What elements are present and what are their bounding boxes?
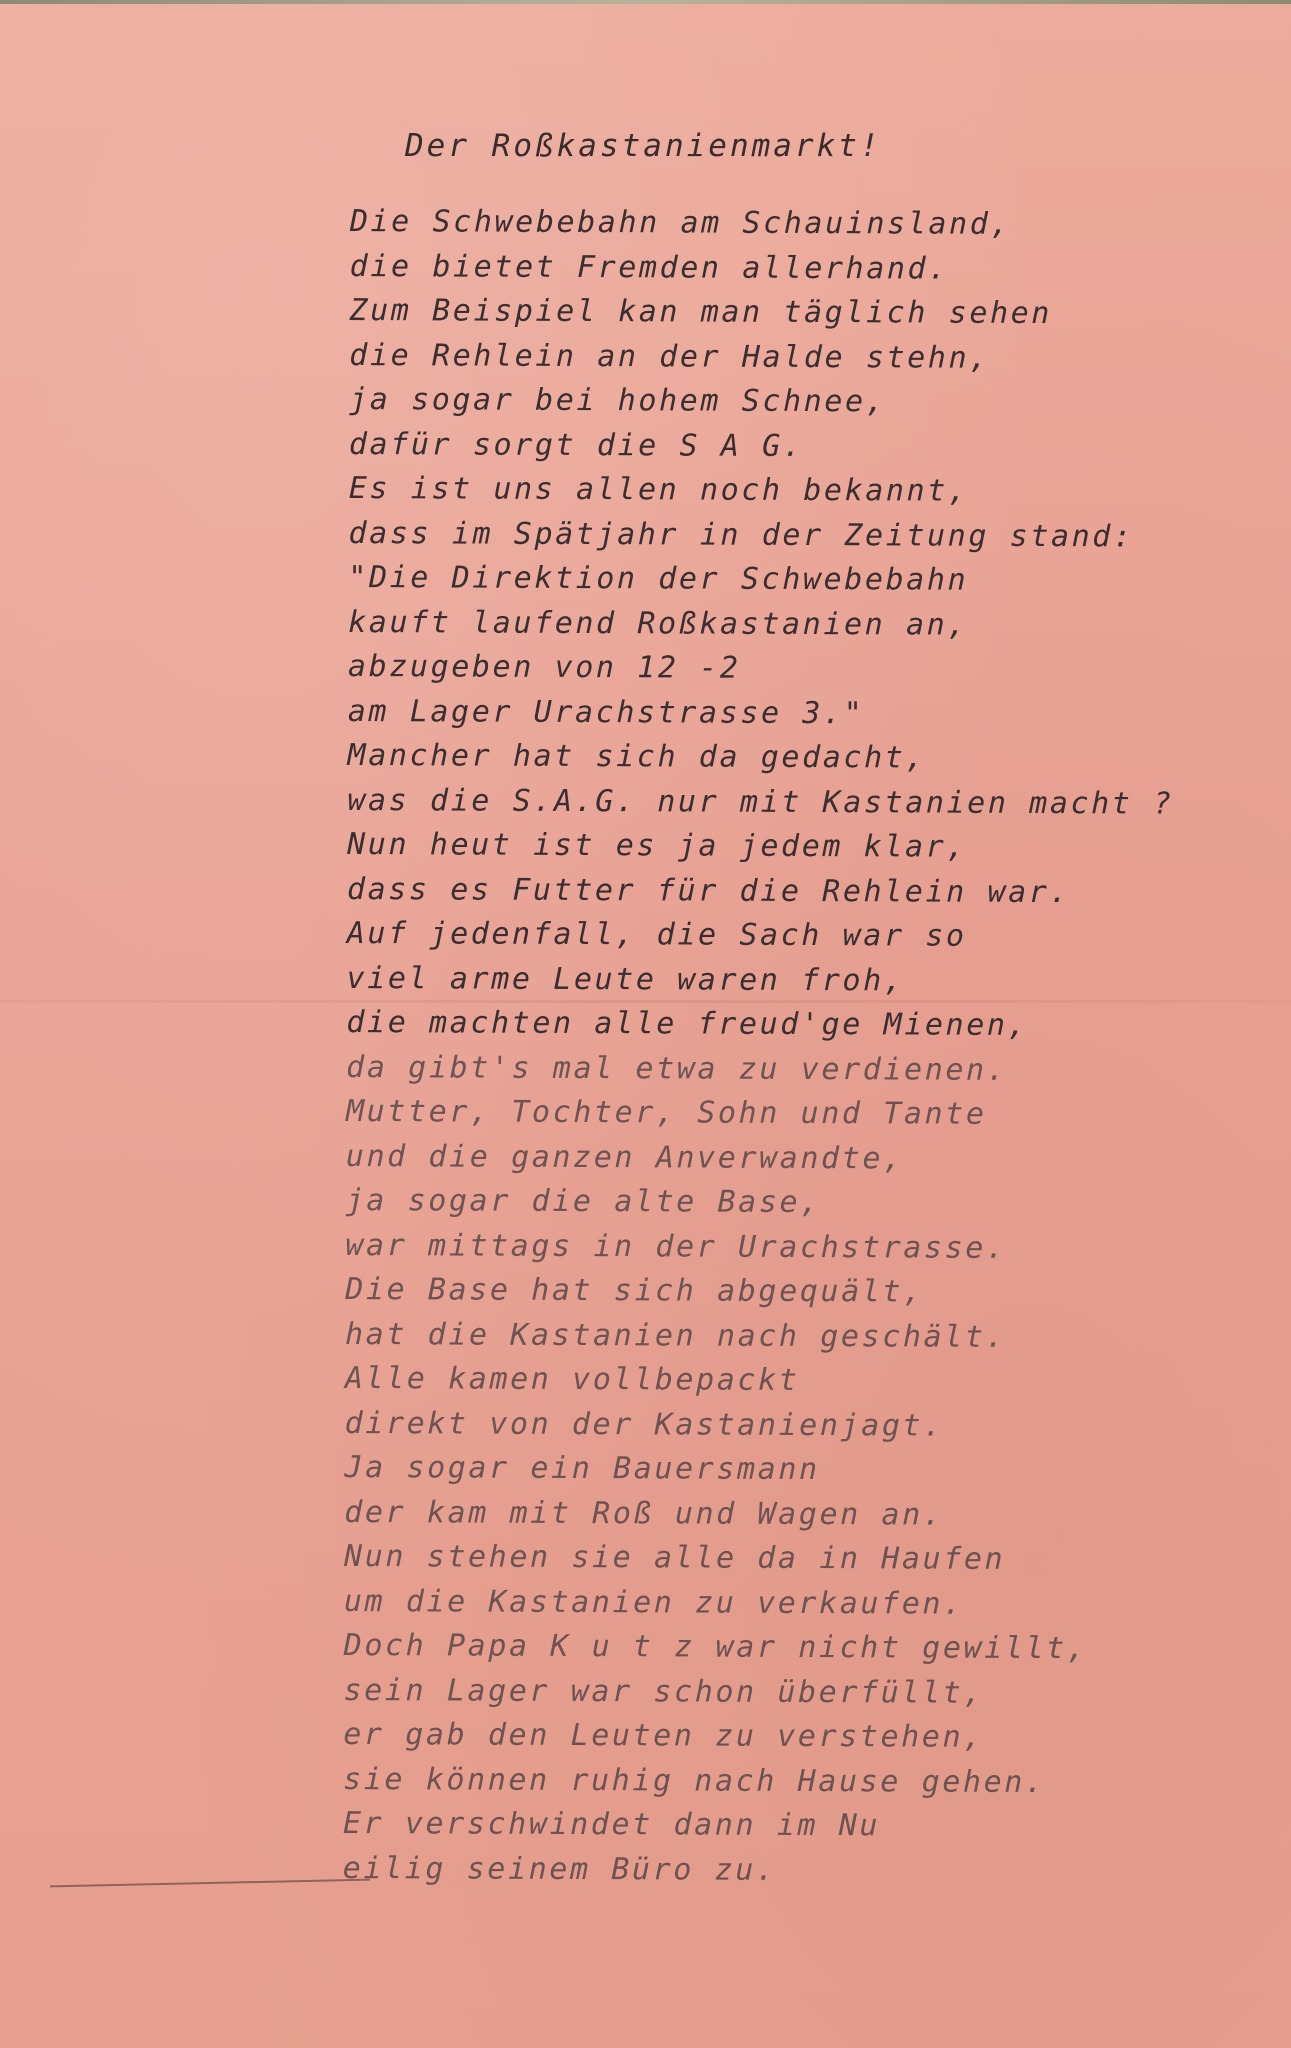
poem-line: dass im Spätjahr in der Zeitung stand: bbox=[348, 515, 1134, 554]
poem-line: dass es Futter für die Rehlein war. bbox=[346, 871, 1071, 910]
poem-title: Der Roßkastanienmarkt! bbox=[405, 128, 882, 164]
poem-line: was die S.A.G. nur mit Kastanien macht ? bbox=[347, 782, 1174, 822]
poem-body bbox=[343, 200, 1177, 1895]
poem-line: dafür sorgt die S A G. bbox=[348, 426, 804, 464]
poem-line: hat die Kastanien nach geschält. bbox=[344, 1316, 1007, 1355]
poem-line: Nun stehen sie alle da in Haufen bbox=[344, 1538, 1006, 1577]
poem-line: ja sogar die alte Base, bbox=[345, 1182, 821, 1221]
poem-line: der kam mit Roß und Wagen an. bbox=[344, 1494, 944, 1533]
poem-line: Alle kamen vollbepackt bbox=[344, 1360, 800, 1398]
poem-line: abzugeben von 12 -2 bbox=[347, 648, 741, 686]
poem-line: Zum Beispiel kan man täglich sehen bbox=[349, 292, 1053, 332]
poem-line: er gab den Leuten zu verstehen, bbox=[343, 1716, 984, 1755]
poem-line: ja sogar bei hohem Schnee, bbox=[349, 381, 887, 420]
poem-line: Mutter, Tochter, Sohn und Tante bbox=[345, 1093, 987, 1132]
poem-line: Doch Papa K u t z war nicht gewillt, bbox=[343, 1627, 1088, 1667]
poem-line: die bietet Fremden allerhand. bbox=[349, 248, 949, 287]
page-top-edge bbox=[0, 0, 1291, 4]
poem-line: Die Schwebebahn am Schauinsland, bbox=[349, 203, 1012, 242]
poem-line: kauft laufend Roßkastanien an, bbox=[348, 604, 969, 643]
poem-line: sein Lager war schon überfüllt, bbox=[343, 1672, 985, 1711]
poem-line: eilig seinem Büro zu. bbox=[342, 1850, 777, 1888]
poem-line: um die Kastanien zu verkaufen. bbox=[343, 1583, 964, 1622]
poem-line: Die Base hat sich abgequält, bbox=[345, 1271, 924, 1310]
poem-line: Nun heut ist es ja jedem klar, bbox=[347, 826, 968, 865]
poem-line: Auf jedenfall, die Sach war so bbox=[346, 915, 967, 954]
pen-stroke-mark bbox=[50, 1879, 370, 1888]
poem-line: da gibt's mal etwa zu verdienen. bbox=[346, 1049, 1008, 1088]
poem-line: sie können ruhig nach Hause gehen. bbox=[343, 1761, 1046, 1800]
poem-line: und die ganzen Anverwandte, bbox=[345, 1138, 904, 1176]
poem-line: die machten alle freud'ge Mienen, bbox=[346, 1004, 1029, 1043]
poem-line: Er verschwindet dann im Nu bbox=[342, 1805, 881, 1844]
poem-line: "Die Direktion der Schwebebahn bbox=[348, 559, 969, 598]
poem-line: Ja sogar ein Bauersmann bbox=[344, 1449, 820, 1488]
poem-line: Mancher hat sich da gedacht, bbox=[347, 737, 927, 776]
poem-line: Es ist uns allen noch bekannt, bbox=[348, 470, 969, 509]
poem-line: die Rehlein an der Halde stehn, bbox=[349, 337, 990, 376]
poem-line: war mittags in der Urachstrasse. bbox=[345, 1227, 1007, 1266]
poem-line: direkt von der Kastanienjagt. bbox=[344, 1405, 944, 1444]
poem-line: am Lager Urachstrasse 3." bbox=[347, 693, 865, 731]
poem-line: viel arme Leute waren froh, bbox=[346, 960, 905, 998]
